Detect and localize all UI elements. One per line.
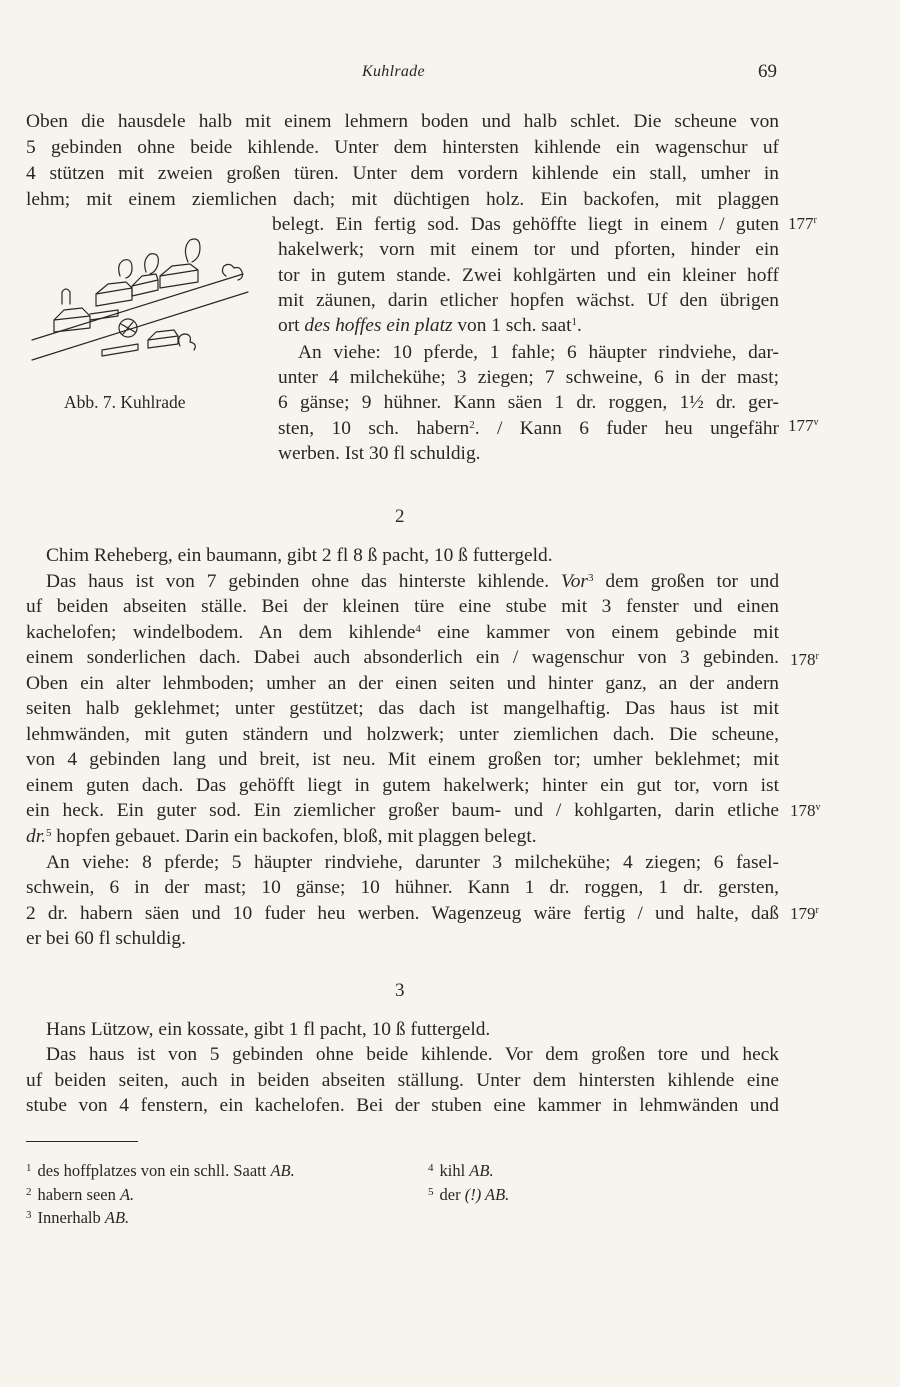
text-segment: . / Kann 6 fuder heu ungefähr xyxy=(474,418,779,439)
folio-side: r xyxy=(815,651,819,662)
footnote-number: 5 xyxy=(428,1186,434,1198)
tree-1 xyxy=(62,289,70,304)
text-line: er bei 60 fl schuldig. xyxy=(26,928,186,949)
text-line xyxy=(46,569,779,595)
folio-number: 178 xyxy=(790,801,816,820)
footnote-text: kihl xyxy=(439,1161,470,1180)
footnote xyxy=(26,1161,295,1181)
text-line: Oben die hausdele halb mit einem lehmern boden und halb schlet. Die scheune von xyxy=(26,111,779,132)
text-line: 6 gänse; 9 hühner. Kann säen 1 dr. roggen, 1½ dr. ger- xyxy=(278,392,779,413)
text-segment: hopfen gebauet. Darin ein backofen, bloß, mit plaggen belegt. xyxy=(51,826,537,847)
folio-side: r xyxy=(813,215,817,226)
text-line: 4 stützen mit zweien großen türen. Unter dem vordern kihlende ein stall, umher in xyxy=(26,163,779,184)
folio-number: 177 xyxy=(788,214,814,233)
italic-segment: dr. xyxy=(26,826,46,847)
house-3 xyxy=(132,274,158,296)
footnote-ref: 5 xyxy=(45,827,52,839)
text-segment: von 1 sch. saat xyxy=(452,315,572,336)
text-line: 5 gebinden ohne beide kihlende. Unter dem hintersten kihlende ein wagenschur uf xyxy=(26,137,779,158)
text-line: An viehe: 10 pferde, 1 fahle; 6 häupter rindviehe, dar- xyxy=(298,342,779,363)
text-segment: kachelofen; windelbodem. An dem kihlende xyxy=(26,622,416,643)
text-line: Das haus ist von 5 gebinden ohne beide kihlende. Vor dem großen tore und heck xyxy=(46,1044,779,1065)
page-number: 69 xyxy=(758,61,777,82)
house-2 xyxy=(96,282,132,306)
text-line: lehm; mit einem ziemlichen dach; mit düchtigen holz. Ein backofen, mit plaggen xyxy=(26,189,779,210)
text-line: einem guten dach. Das gehöfft liegt in gutem hakelwerk; hinter ein gut tor, vorn ist xyxy=(26,775,779,796)
italic-segment: Vor xyxy=(561,571,588,592)
text-segment: eine kammer von einem gebinde mit xyxy=(420,622,779,643)
footnote xyxy=(26,1185,134,1205)
text-line xyxy=(278,313,779,339)
house-6 xyxy=(102,344,138,356)
house-1 xyxy=(54,308,90,332)
text-line: ein heck. Ein guter sod. Ein ziemlicher großer baum- und / kohlgarten, darin etliche xyxy=(26,800,779,821)
folio-side: v xyxy=(815,802,821,813)
footnote xyxy=(26,1208,129,1228)
text-line: lehmwänden, mit guten ständern und holzwerk; unter ziemlichen dach. Die scheune, xyxy=(26,724,779,745)
section-number: 3 xyxy=(395,980,405,1001)
running-title: Kuhlrade xyxy=(362,63,425,80)
folio-side: r xyxy=(815,905,819,916)
text-segment: dem großen tor und xyxy=(593,571,780,592)
folio-number: 178 xyxy=(790,650,816,669)
road-line-upper xyxy=(32,274,243,340)
bush-2 xyxy=(179,334,196,350)
footnote-number: 3 xyxy=(26,1209,32,1221)
text-segment: sten, 10 sch. habern xyxy=(278,418,470,439)
text-line: uf beiden seiten, auch in beiden abseiten ställung. Unter dem hintersten kihlende eine xyxy=(26,1070,779,1091)
footnote-siglum: (!) AB. xyxy=(464,1185,510,1204)
text-line: An viehe: 8 pferde; 5 häupter rindviehe, darunter 3 milchekühe; 4 ziegen; 6 fasel- xyxy=(46,852,779,873)
footnote xyxy=(428,1161,494,1181)
text-line: unter 4 milchekühe; 3 ziegen; 7 schweine, 6 in der mast; xyxy=(278,367,779,388)
text-line: Oben ein alter lehmboden; umher an der einen seiten und hinter ganz, an der andern xyxy=(26,673,779,694)
text-segment: . xyxy=(577,315,582,336)
footnote-ref: 4 xyxy=(415,623,421,635)
margin-folio-ref xyxy=(790,650,819,670)
village-sketch-figure xyxy=(28,232,268,372)
text-line: tor in gutem stande. Zwei kohlgärten und ein kleiner hoff xyxy=(278,265,779,286)
footnote-number: 2 xyxy=(26,1186,32,1198)
text-line: schwein, 6 in der mast; 10 gänse; 10 hühner. Kann 1 dr. roggen, 1 dr. gersten, xyxy=(26,877,779,898)
house-4 xyxy=(160,264,198,288)
text-line: von 4 gebinden lang und breit, ist neu. Mit einem großen tor; umher beklehmet; mit xyxy=(26,749,779,770)
footnote-text: der xyxy=(439,1185,465,1204)
footnote-divider xyxy=(26,1141,138,1142)
text-line: hakelwerk; vorn mit einem tor und pforten, hinder ein xyxy=(278,239,779,260)
text-line: belegt. Ein fertig sod. Das gehöffte liegt in einem / guten xyxy=(272,214,779,235)
margin-folio-ref xyxy=(790,904,819,924)
margin-folio-ref xyxy=(790,801,821,821)
footnote-siglum: AB. xyxy=(270,1161,295,1180)
text-line xyxy=(26,824,779,850)
text-segment: Das haus ist von 7 gebinden ohne das hinterste kihlende. xyxy=(46,571,562,592)
margin-folio-ref xyxy=(788,416,819,436)
text-line: seiten halb geklehmet; unter gestützet; das dach ist mangelhaftig. Das haus ist mit xyxy=(26,698,779,719)
text-line: uf beiden abseiten ställe. Bei der kleinen türe eine stube mit 3 fenster und einen xyxy=(26,596,779,617)
margin-folio-ref xyxy=(788,214,817,234)
text-line xyxy=(278,416,779,442)
text-line: mit zäunen, darin etlicher hopfen wächst. Uf den übrigen xyxy=(278,290,779,311)
footnote-siglum: AB. xyxy=(469,1161,494,1180)
footnote-text: Innerhalb xyxy=(37,1208,105,1227)
footnote-ref: 3 xyxy=(587,572,594,584)
text-line: Hans Lützow, ein kossate, gibt 1 fl pacht, 10 ß futtergeld. xyxy=(46,1019,491,1040)
tree-4 xyxy=(185,239,200,262)
footnote-siglum: A. xyxy=(119,1185,135,1204)
footnote-text: habern seen xyxy=(37,1185,120,1204)
text-line: 2 dr. habern säen und 10 fuder heu werben. Wagenzeug wäre fertig / und halte, daß xyxy=(26,903,779,924)
text-line xyxy=(26,620,779,646)
tree-2 xyxy=(119,260,132,278)
text-line: werben. Ist 30 fl schuldig. xyxy=(278,443,481,464)
text-line: stube von 4 fenstern, ein kachelofen. Bei der stuben eine kammer in lehmwänden und xyxy=(26,1095,779,1116)
folio-number: 177 xyxy=(788,416,814,435)
section-number: 2 xyxy=(395,506,405,527)
footnote xyxy=(428,1185,509,1205)
text-segment: ort xyxy=(278,315,305,336)
text-line: Chim Reheberg, ein baumann, gibt 2 fl 8 ß pacht, 10 ß futtergeld. xyxy=(46,545,553,566)
house-5 xyxy=(148,330,178,348)
folio-number: 179 xyxy=(790,904,816,923)
folio-side: v xyxy=(813,417,819,428)
road-line-lower xyxy=(32,292,248,360)
footnote-text: des hoffplatzes von ein schll. Saatt xyxy=(37,1161,271,1180)
footnote-number: 1 xyxy=(26,1162,32,1174)
footnote-number: 4 xyxy=(428,1162,434,1174)
tree-3 xyxy=(145,254,159,274)
figure-caption: Abb. 7. Kuhlrade xyxy=(64,392,186,412)
footnote-ref: 2 xyxy=(469,419,475,431)
italic-segment: des hoffes ein platz xyxy=(304,315,453,336)
footnote-siglum: AB. xyxy=(104,1208,130,1227)
footnote-ref: 1 xyxy=(571,316,578,328)
text-line: einem sonderlichen dach. Dabei auch absonderlich ein / wagenschur von 3 gebinden. xyxy=(26,647,779,668)
